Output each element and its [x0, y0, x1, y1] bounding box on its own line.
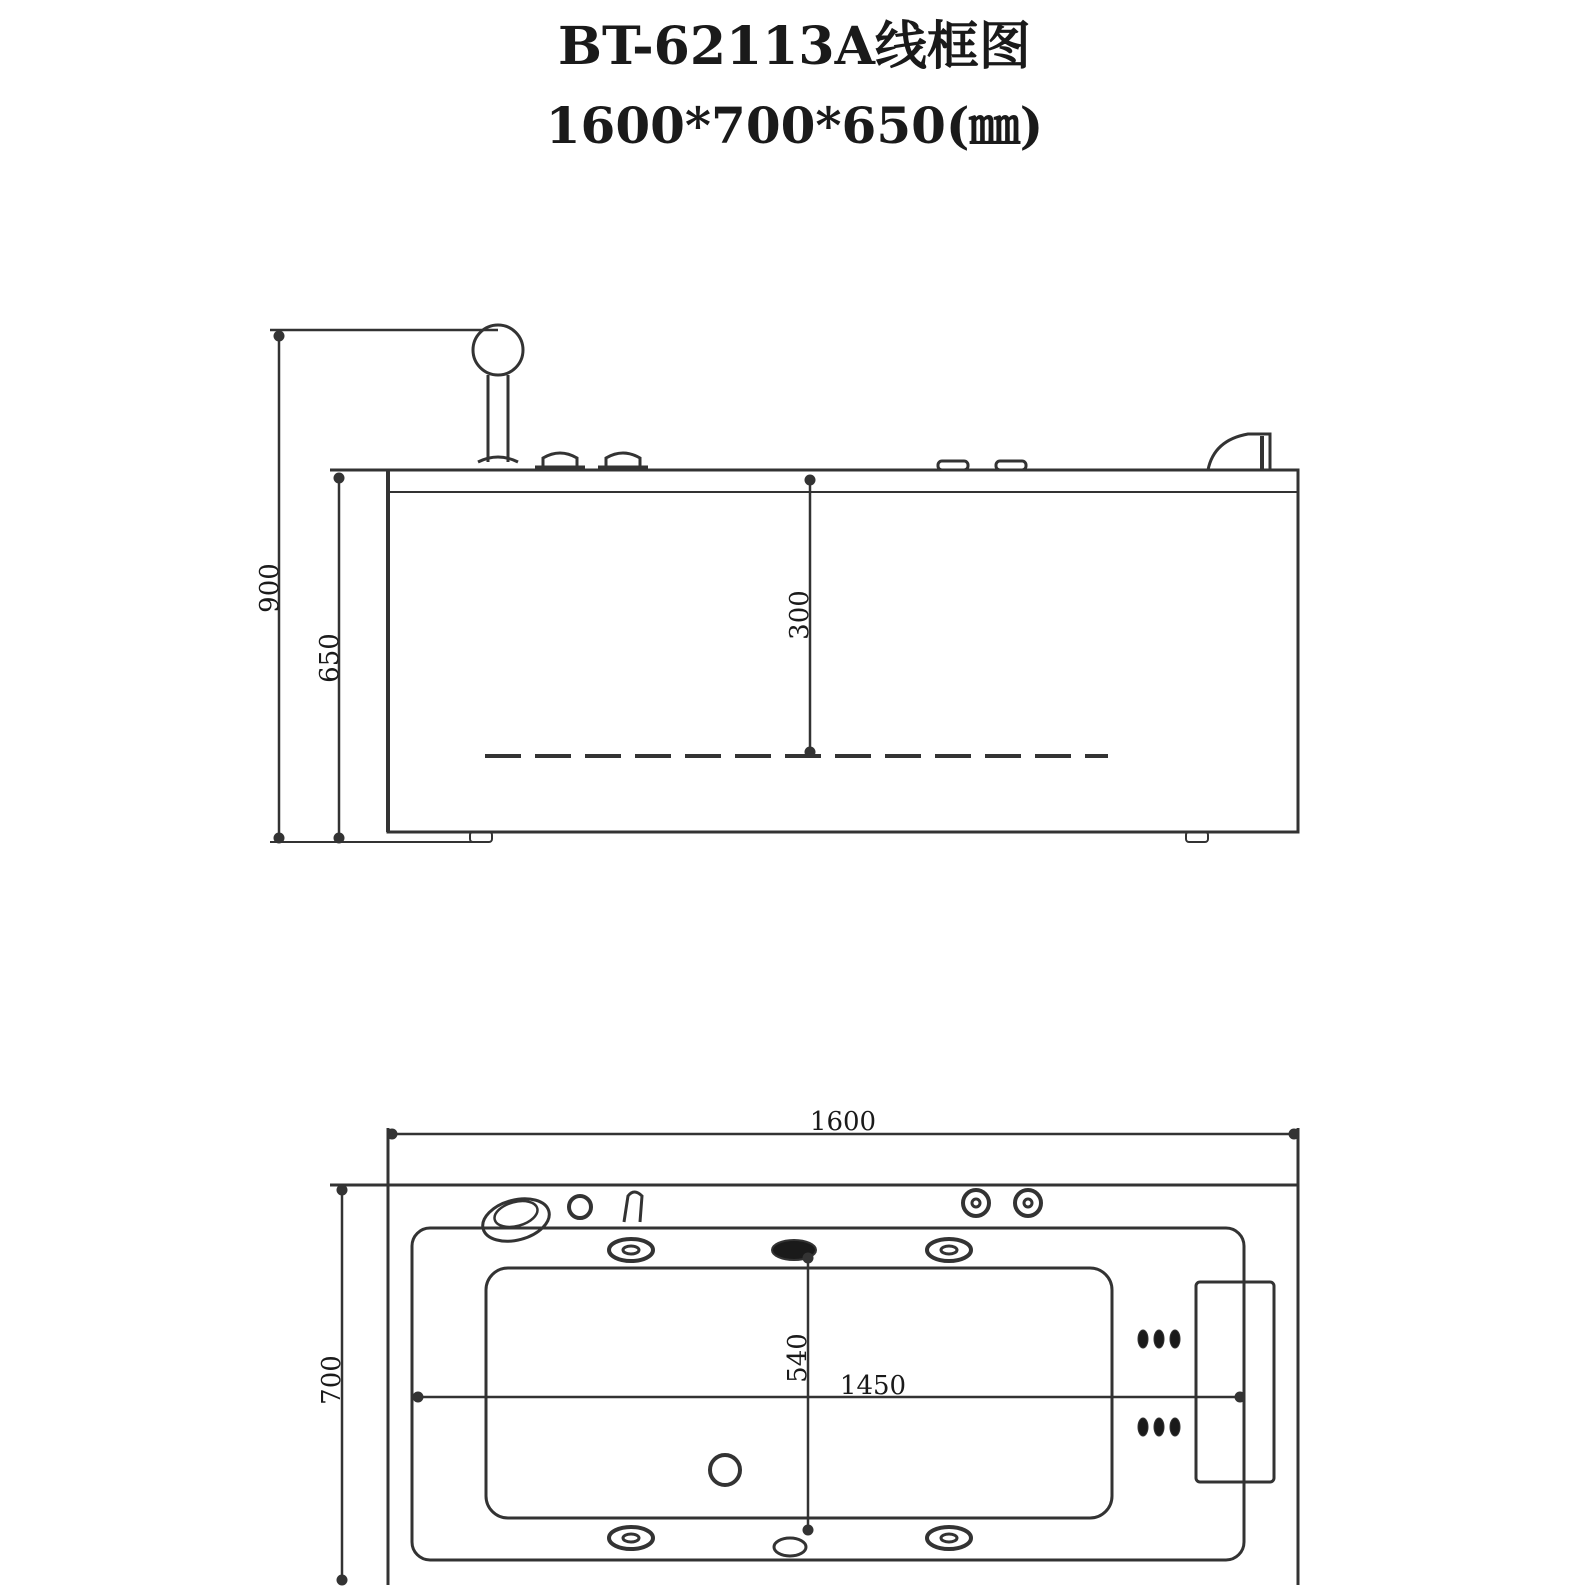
top-knob-1-icon: [963, 1190, 989, 1216]
dim-label-1600: 1600: [809, 1107, 877, 1137]
jet-icon-3: [609, 1527, 653, 1549]
top-faucet-icon: [624, 1192, 642, 1222]
jet-icon-2: [927, 1239, 971, 1261]
side-view: [270, 325, 1298, 842]
jet-icon-4: [927, 1527, 971, 1549]
shower-head-icon: [473, 325, 523, 375]
drain-icon: [710, 1455, 740, 1485]
top-headrest-pillow: [1196, 1282, 1274, 1482]
drawing-title: BT-62113A线框图: [558, 16, 1031, 77]
dim-label-700: 700: [317, 1355, 347, 1405]
side-body-outline: [388, 470, 1298, 832]
dim-label-300: 300: [785, 590, 815, 640]
top-shower-head-icon: [478, 1192, 554, 1248]
top-ring-icon: [569, 1196, 591, 1218]
dim-label-540: 540: [783, 1333, 813, 1383]
side-knob-4-icon: [996, 461, 1026, 470]
top-basin-outline: [486, 1268, 1112, 1518]
jet-icon-1: [609, 1239, 653, 1261]
shower-handle-icon: [488, 375, 508, 462]
back-jets-lower-icon: [1138, 1418, 1180, 1436]
bottom-inlet-icon: [774, 1538, 806, 1556]
top-rim-outline: [412, 1228, 1244, 1560]
dim-label-650: 650: [315, 633, 345, 683]
dim-label-1450: 1450: [839, 1371, 907, 1401]
side-knob-3-icon: [938, 461, 968, 470]
drawing-size-spec: 1600*700*650(㎜): [545, 96, 1044, 155]
overflow-icon: [772, 1240, 816, 1260]
top-knob-2-icon: [1015, 1190, 1041, 1216]
top-view: [330, 1128, 1298, 1585]
back-jets-upper-icon: [1138, 1330, 1180, 1348]
dim-label-900: 900: [255, 563, 285, 613]
